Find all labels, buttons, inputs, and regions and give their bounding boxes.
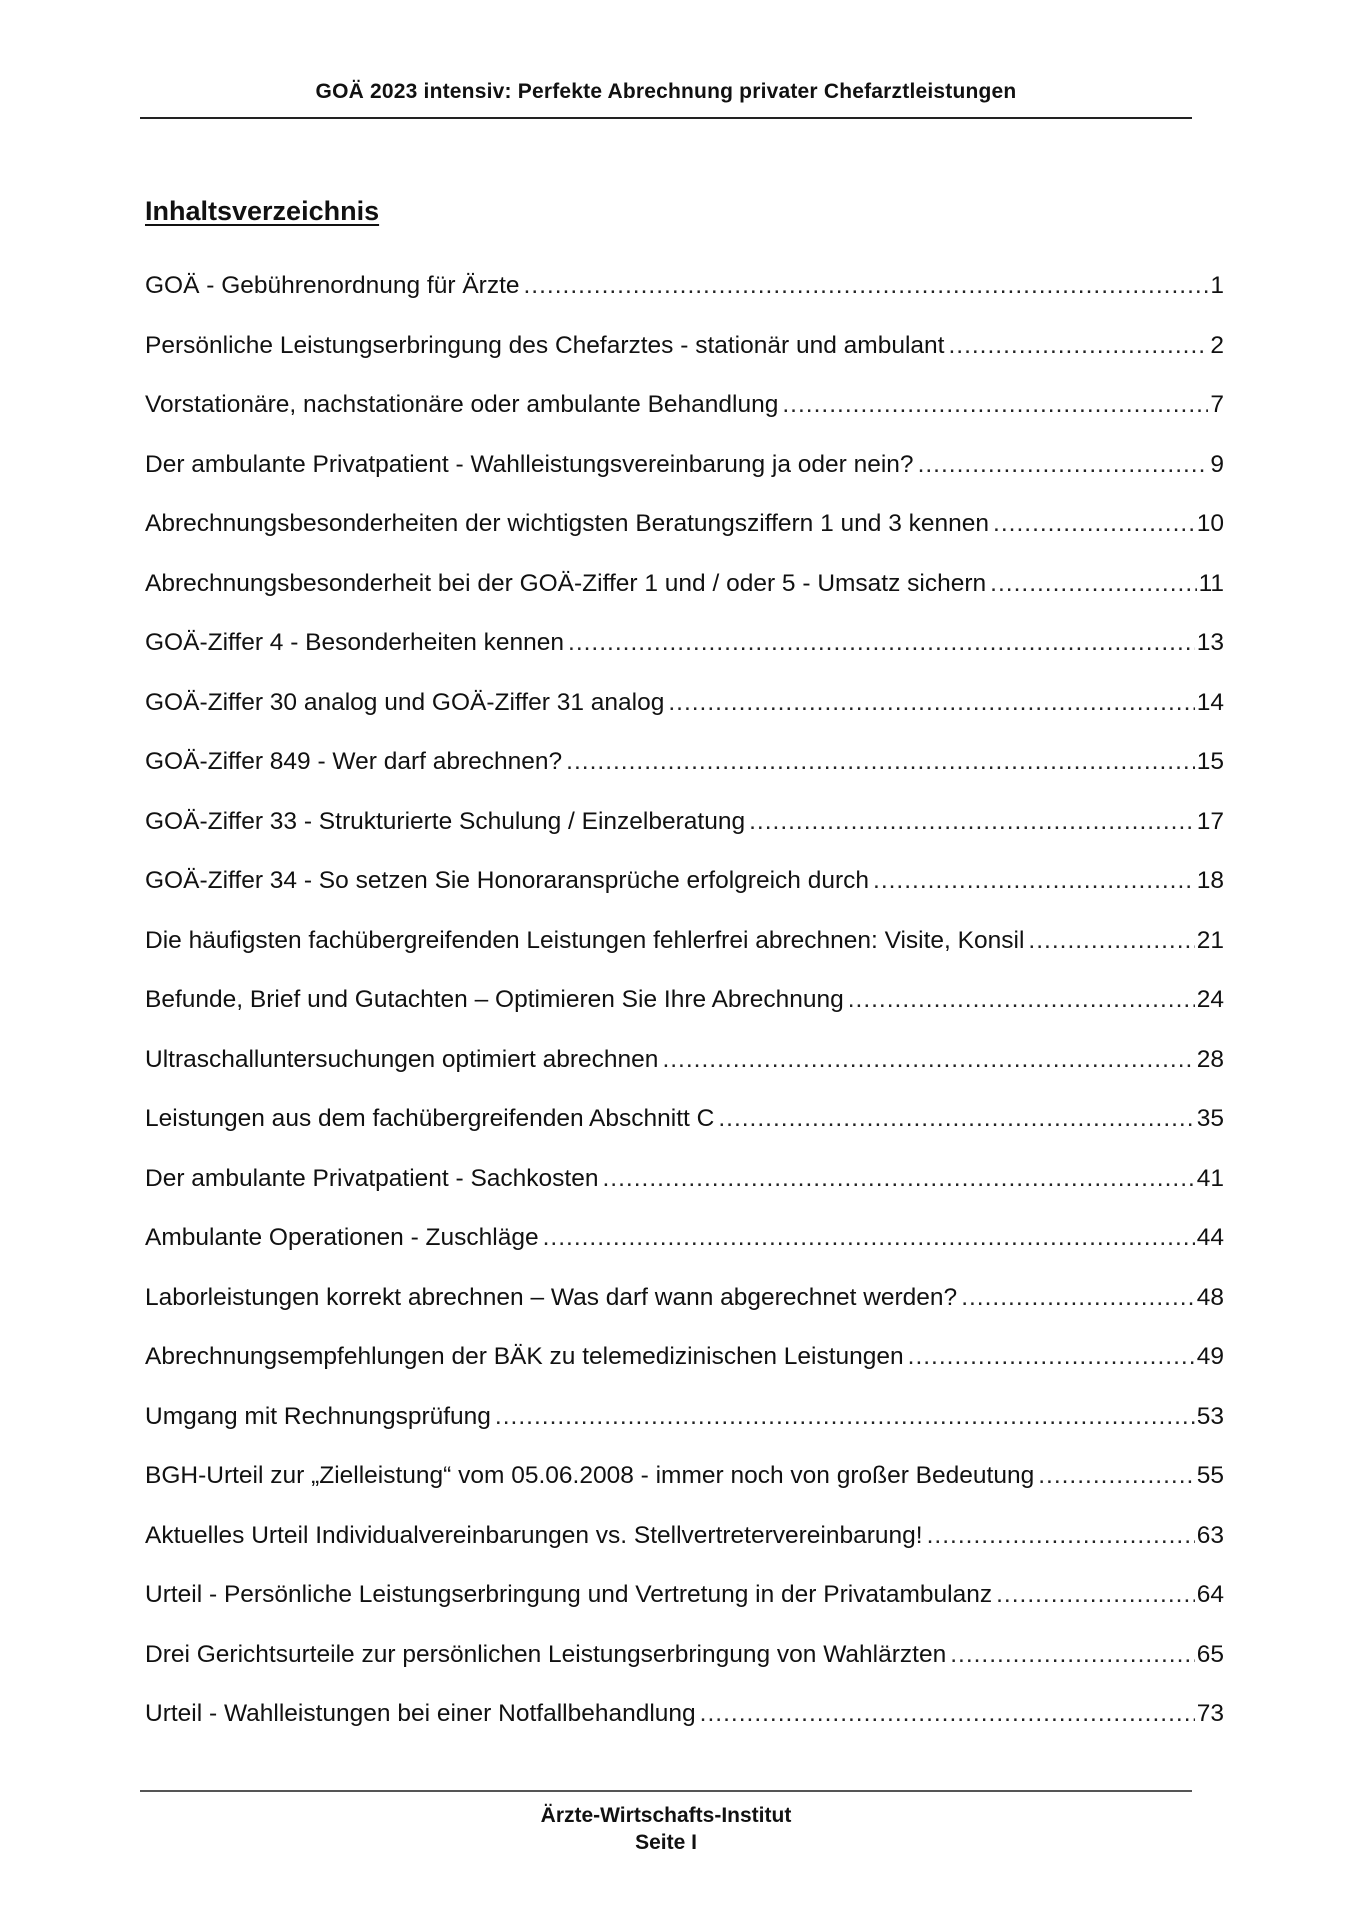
header-divider: [140, 117, 1192, 119]
toc-entry[interactable]: [145, 1165, 1224, 1225]
toc-dot-leader: [990, 570, 1196, 598]
toc-entry[interactable]: [145, 1343, 1224, 1403]
toc-entry-title: GOÄ-Ziffer 4 - Besonderheiten kennen: [145, 629, 565, 656]
toc-entry-title: GOÄ-Ziffer 33 - Strukturierte Schulung / Einzelberatung: [145, 807, 746, 835]
toc-entry[interactable]: [145, 748, 1224, 808]
toc-entry[interactable]: [145, 1284, 1224, 1344]
toc-entry-page-number: 7: [1210, 391, 1224, 418]
footer-page-number: Seite I: [635, 1831, 697, 1854]
toc-entry-title: Drei Gerichtsurteile zur persönlichen Leistungserbringung von Wahlärzten: [145, 1640, 947, 1668]
toc-entry-title: Vorstationäre, nachstationäre oder ambulante Behandlung: [145, 391, 779, 418]
toc-dot-leader: [918, 451, 1209, 479]
toc-entry[interactable]: [145, 1403, 1224, 1463]
toc-entry-page-number: 55: [1196, 1462, 1224, 1489]
toc-dot-leader: [927, 1522, 1195, 1550]
toc-dot-leader: [873, 867, 1195, 895]
toc-entry-page-number: 11: [1198, 569, 1224, 597]
toc-entry-page-number: 9: [1210, 450, 1224, 478]
toc-dot-leader: [524, 272, 1209, 300]
toc-entry-title: Der ambulante Privatpatient - Wahlleistungsvereinbarung ja oder nein?: [145, 450, 914, 478]
toc-entry-page-number: 18: [1196, 867, 1224, 894]
toc-entry-page-number: 41: [1196, 1164, 1224, 1192]
toc-entry-page-number: 17: [1196, 807, 1224, 835]
toc-entry-title: GOÄ-Ziffer 849 - Wer darf abrechnen?: [145, 748, 563, 775]
toc-entry-page-number: 73: [1196, 1700, 1224, 1727]
toc-entry-page-number: 1: [1210, 272, 1224, 299]
toc-entry[interactable]: [145, 332, 1224, 392]
toc-entry[interactable]: [145, 1581, 1224, 1641]
toc-entry-title: GOÄ-Ziffer 34 - So setzen Sie Honoraransprüche erfolgreich durch: [145, 867, 870, 894]
toc-entry-page-number: 63: [1196, 1521, 1224, 1549]
table-of-contents: [145, 272, 1224, 1760]
toc-dot-leader: [1028, 927, 1194, 955]
toc-entry-title: Ultraschalluntersuchungen optimiert abrechnen: [145, 1045, 659, 1073]
toc-dot-leader: [782, 391, 1208, 419]
toc-dot-leader: [996, 1581, 1195, 1609]
toc-entry-page-number: 10: [1196, 510, 1224, 537]
toc-entry-page-number: 2: [1210, 331, 1224, 359]
toc-entry-page-number: 53: [1196, 1402, 1224, 1430]
toc-entry-title: Umgang mit Rechnungsprüfung: [145, 1402, 491, 1430]
toc-entry-page-number: 21: [1196, 926, 1224, 954]
toc-entry-page-number: 35: [1196, 1105, 1224, 1132]
toc-dot-leader: [961, 1284, 1195, 1312]
toc-entry[interactable]: [145, 808, 1224, 868]
toc-entry-title: Abrechnungsbesonderheit bei der GOÄ-Ziffer 1 und / oder 5 - Umsatz sichern: [145, 569, 987, 597]
toc-entry[interactable]: [145, 867, 1224, 927]
toc-entry-page-number: 48: [1196, 1283, 1224, 1311]
toc-entry[interactable]: [145, 927, 1224, 987]
toc-entry-title: GOÄ - Gebührenordnung für Ärzte: [145, 272, 520, 299]
toc-entry[interactable]: [145, 629, 1224, 689]
toc-entry-page-number: 64: [1196, 1581, 1224, 1608]
toc-entry-title: Aktuelles Urteil Individualvereinbarungen vs. Stellvertretervereinbarung!: [145, 1521, 923, 1549]
toc-entry-title: Die häufigsten fachübergreifenden Leistungen fehlerfrei abrechnen: Visite, Konsil: [145, 926, 1025, 954]
toc-entry-page-number: 49: [1196, 1343, 1224, 1370]
toc-entry-title: Abrechnungsempfehlungen der BÄK zu telemedizinischen Leistungen: [145, 1343, 904, 1370]
toc-entry-page-number: 14: [1196, 688, 1224, 716]
toc-dot-leader: [495, 1403, 1195, 1431]
toc-entry[interactable]: [145, 1700, 1224, 1760]
toc-entry-title: BGH-Urteil zur „Zielleistung“ vom 05.06.2008 - immer noch von großer Bedeutung: [145, 1462, 1035, 1489]
toc-entry-title: Laborleistungen korrekt abrechnen – Was darf wann abgerechnet werden?: [145, 1283, 958, 1311]
toc-dot-leader: [566, 748, 1195, 776]
toc-entry[interactable]: [145, 570, 1224, 630]
toc-entry[interactable]: [145, 1046, 1224, 1106]
toc-entry[interactable]: [145, 1462, 1224, 1522]
toc-entry[interactable]: [145, 451, 1224, 511]
toc-dot-leader: [668, 689, 1194, 717]
toc-dot-leader: [950, 1641, 1195, 1669]
toc-entry-page-number: 15: [1196, 748, 1224, 775]
toc-entry[interactable]: [145, 986, 1224, 1046]
toc-entry-page-number: 13: [1196, 629, 1224, 656]
toc-entry-title: GOÄ-Ziffer 30 analog und GOÄ-Ziffer 31 analog: [145, 688, 665, 716]
toc-heading: Inhaltsverzeichnis: [145, 196, 380, 226]
toc-entry[interactable]: [145, 391, 1224, 451]
page-footer: [140, 1802, 1192, 1856]
toc-dot-leader: [662, 1046, 1194, 1074]
toc-entry[interactable]: [145, 272, 1224, 332]
toc-dot-leader: [948, 332, 1208, 360]
toc-dot-leader: [700, 1700, 1195, 1728]
toc-dot-leader: [993, 510, 1195, 538]
toc-entry-title: Ambulante Operationen - Zuschläge: [145, 1224, 539, 1251]
toc-entry-page-number: 28: [1196, 1045, 1224, 1073]
toc-dot-leader: [848, 986, 1195, 1014]
toc-dot-leader: [568, 629, 1195, 657]
toc-entry[interactable]: [145, 1641, 1224, 1701]
toc-dot-leader: [908, 1343, 1195, 1371]
toc-dot-leader: [543, 1224, 1195, 1252]
toc-dot-leader: [718, 1105, 1194, 1133]
toc-entry-title: Urteil - Wahlleistungen bei einer Notfallbehandlung: [145, 1700, 696, 1727]
toc-entry-title: Urteil - Persönliche Leistungserbringung und Vertretung in der Privatambulanz: [145, 1581, 993, 1608]
toc-entry-page-number: 65: [1196, 1640, 1224, 1668]
toc-entry-title: Der ambulante Privatpatient - Sachkosten: [145, 1164, 599, 1192]
toc-entry-page-number: 44: [1196, 1224, 1224, 1251]
footer-divider: [140, 1790, 1192, 1792]
toc-entry[interactable]: [145, 510, 1224, 570]
toc-dot-leader: [1038, 1462, 1195, 1490]
toc-entry[interactable]: [145, 1224, 1224, 1284]
toc-dot-leader: [749, 808, 1195, 836]
toc-dot-leader: [603, 1165, 1195, 1193]
toc-entry[interactable]: [145, 1105, 1224, 1165]
toc-entry-page-number: 24: [1196, 986, 1224, 1013]
toc-entry[interactable]: [145, 1522, 1224, 1582]
toc-entry-title: Leistungen aus dem fachübergreifenden Abschnitt C: [145, 1105, 715, 1132]
toc-entry[interactable]: [145, 689, 1224, 749]
toc-entry-title: Abrechnungsbesonderheiten der wichtigsten Beratungsziffern 1 und 3 kennen: [145, 510, 990, 537]
footer-publisher: Ärzte-Wirtschafts-Institut: [540, 1804, 792, 1827]
toc-entry-title: Befunde, Brief und Gutachten – Optimieren Sie Ihre Abrechnung: [145, 986, 844, 1013]
page-header: GOÄ 2023 intensiv: Perfekte Abrechnung privater Chefarztleistungen: [315, 80, 1017, 103]
toc-entry-title: Persönliche Leistungserbringung des Chefarztes - stationär und ambulant: [145, 331, 945, 359]
